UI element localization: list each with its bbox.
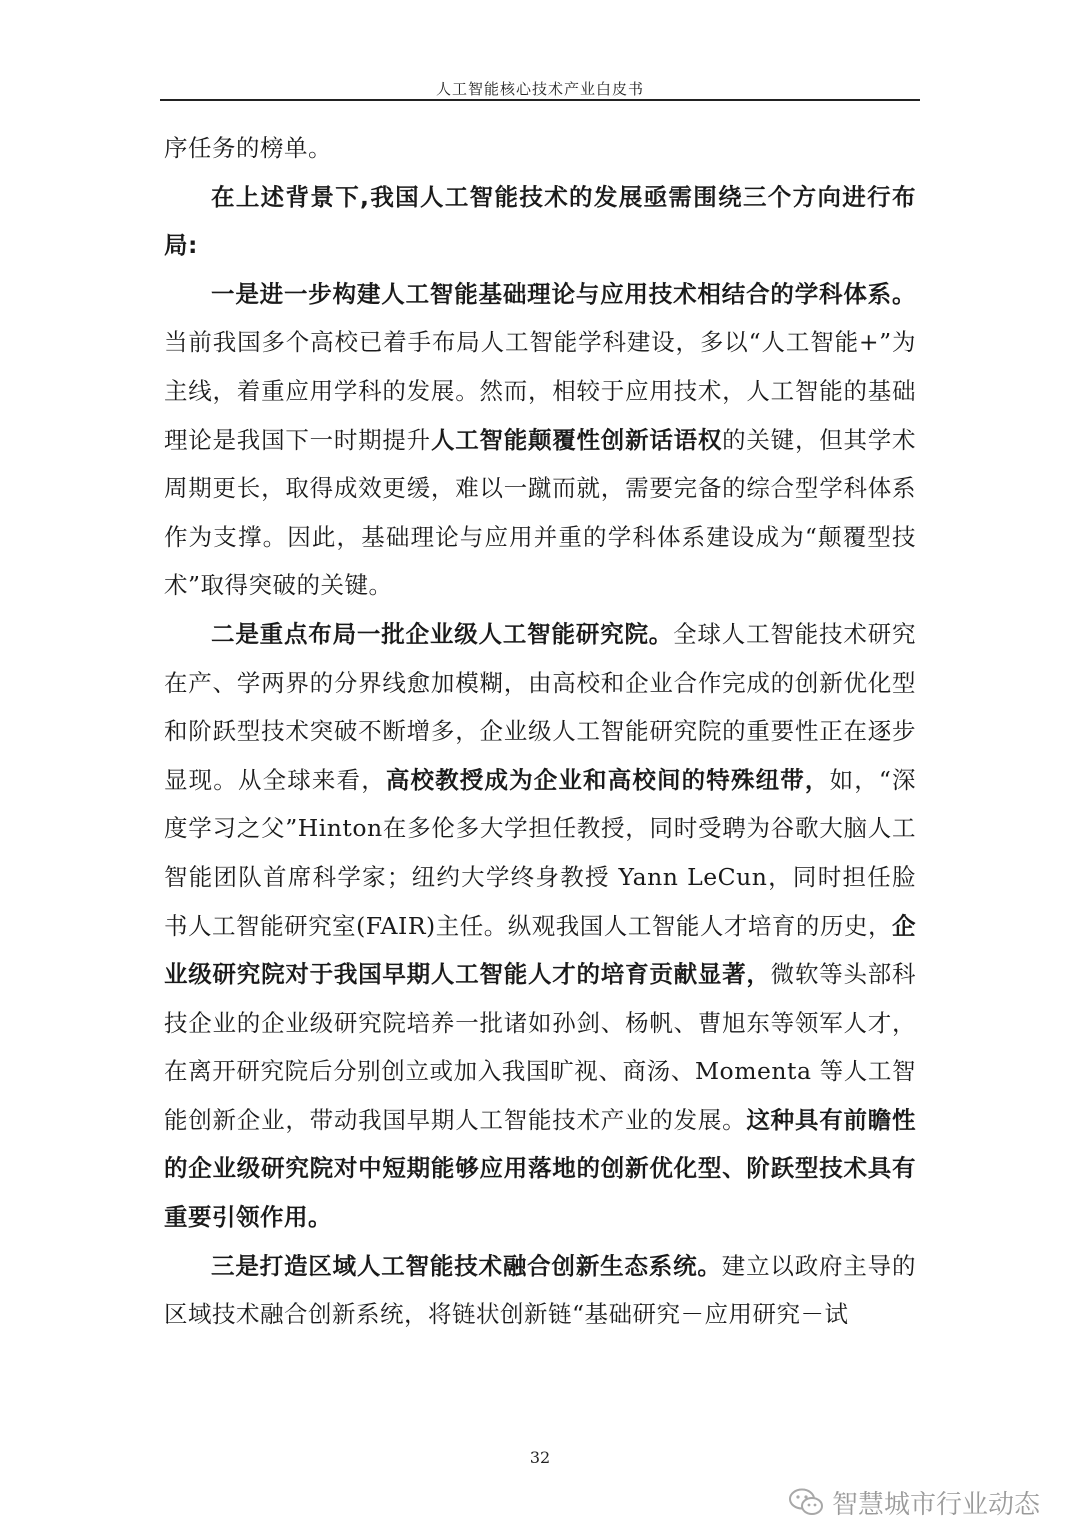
running-header-title: 人工智能核心技术产业白皮书 — [435, 80, 644, 98]
paragraph — [164, 1242, 916, 1339]
text-run: 如，“深度学习之父”Hinton在多伦多大学担任教授，同时受聘为谷歌大脑人工智能团队首席科学家；纽约大学终身教授 Yann LeCun，同时担任脸书人工智能研究室(FAIR)主任。纵观我国人工智能人才培育的历史， — [164, 765, 917, 940]
body-text — [164, 124, 916, 1339]
bold-text-run: 二是重点布局一批企业级人工智能研究院。 — [211, 619, 674, 648]
bold-text-run: 高校教授成为企业和高校间的特殊纽带， — [385, 765, 830, 794]
text-run: 微软等头部科技企业的企业级研究院培养一批诸如孙剑、杨帆、曹旭东等领军人才，在离开研究院后分别创立或加入我国旷视、商汤、Momenta 等人工智能创新企业，带动我国早期人工智能技术产业的发展。 — [164, 960, 917, 1134]
bold-text-run: 一是进一步构建人工智能基础理论与应用技术相结合的学科体系。 — [211, 279, 916, 308]
header-rule — [160, 99, 920, 101]
text-run: 全球人工智能技术研究在产、学两界的分界线愈加模糊，由高校和企业合作完成的创新优化型和阶跃型技术突破不断增多，企业级人工智能研究院的重要性正在逐步显现。从全球来看， — [164, 619, 917, 794]
paragraph — [164, 173, 916, 270]
bold-text-run: 人工智能颠覆性创新话语权 — [430, 425, 723, 454]
text-run: 建立以政府主导的区域技术融合创新系统，将链状创新链“基础研究－应用研究－试 — [164, 1251, 916, 1329]
bold-text-run: 企业级研究院对于我国早期人工智能人才的培育贡献显著， — [164, 911, 916, 989]
text-run: 的关键，但其学术周期更长，取得成效更缓，难以一蹴而就，需要完备的综合型学科体系作为支撑。因此，基础理论与应用并重的学科体系建设成为“颠覆型技术”取得突破的关键。 — [164, 425, 917, 600]
watermark-text: 智慧城市行业动态 — [832, 1489, 1041, 1520]
page-number: 32 — [529, 1448, 551, 1467]
paragraph — [164, 610, 916, 1242]
wechat-icon — [788, 1487, 824, 1517]
text-run: 序任务的榜单。 — [164, 134, 332, 162]
bold-text-run: 这种具有前瞻性的企业级研究院对中短期能够应用落地的创新优化型、阶跃型技术具有重要引领作用。 — [164, 1105, 917, 1232]
bold-text-run: 在上述背景下,我国人工智能技术的发展亟需围绕三个方向进行布局: — [164, 182, 916, 260]
paragraph — [164, 124, 916, 173]
watermark — [788, 1482, 1040, 1522]
text-run: 当前我国多个高校已着手布局人工智能学科建设，多以“人工智能+”为主线，着重应用学科的发展。然而，相较于应用技术，人工智能的基础理论是我国下一时期提升 — [164, 328, 916, 454]
paragraph — [164, 270, 916, 610]
bold-text-run: 三是打造区域人工智能技术融合创新生态系统。 — [211, 1251, 722, 1280]
